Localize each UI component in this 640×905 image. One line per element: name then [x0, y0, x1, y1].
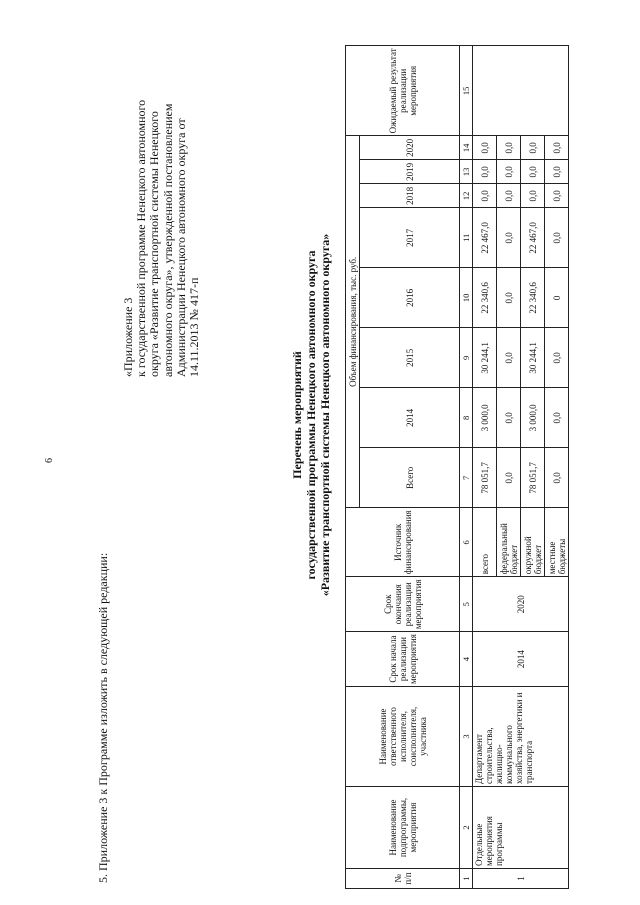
header-volume: Объем финансирования, тыс. руб.: [346, 136, 360, 508]
header-year: 2019: [360, 160, 460, 184]
year-cell: 0,0: [473, 184, 497, 208]
source-cell: местные бюджеты: [545, 508, 569, 577]
year-cell: 0,0: [545, 136, 569, 160]
table-row: [473, 46, 497, 889]
header-start: Срок начала реализации мероприятия: [346, 632, 460, 687]
column-number: 11: [460, 208, 473, 268]
title-line: «Развитие транспортной системы Ненецкого автономного округа»: [318, 233, 332, 597]
year-cell: 22 340,6: [521, 268, 545, 328]
row-start: 2014: [473, 632, 569, 687]
year-cell: 0,0: [521, 136, 545, 160]
header-source: Источник финансирования: [346, 508, 460, 577]
row-executor: Департамент строительства, жилищно-коммунального хозяйства, энергетики и транспорта: [473, 687, 569, 787]
column-number: 13: [460, 160, 473, 184]
year-cell: 0,0: [497, 184, 521, 208]
appendix-line: Администрации Ненецкого автономного округа от: [173, 118, 188, 377]
row-name: Отдельные мероприятия программы: [473, 787, 569, 869]
header-executor: Наименование ответственного исполнителя, соисполнителя, участника: [346, 687, 460, 787]
appendix-line: к государственной программе Ненецкого автономного: [134, 99, 149, 377]
column-number: 5: [460, 577, 473, 632]
year-cell: 0,0: [497, 208, 521, 268]
column-number: 10: [460, 268, 473, 328]
year-cell: 22 467,0: [521, 208, 545, 268]
column-number: 3: [460, 687, 473, 787]
year-cell: 0,0: [497, 268, 521, 328]
year-cell: 0: [545, 268, 569, 328]
header-end: Срок окончания реализации мероприятия: [346, 577, 460, 632]
column-number-row: [460, 46, 473, 889]
total-cell: 0,0: [497, 448, 521, 508]
column-number: 9: [460, 328, 473, 388]
year-cell: 0,0: [473, 160, 497, 184]
title-line: государственной программы Ненецкого автономного округа: [304, 250, 318, 580]
column-number: 4: [460, 632, 473, 687]
year-cell: 0,0: [521, 160, 545, 184]
year-cell: 22 467,0: [473, 208, 497, 268]
source-cell: окружной бюджет: [521, 508, 545, 577]
year-cell: 0,0: [497, 328, 521, 388]
year-cell: 0,0: [545, 328, 569, 388]
source-cell: всего: [473, 508, 497, 577]
year-cell: 0,0: [497, 160, 521, 184]
year-cell: 0,0: [521, 184, 545, 208]
year-cell: 0,0: [545, 388, 569, 448]
year-cell: 3 000,0: [473, 388, 497, 448]
total-cell: 78 051,7: [521, 448, 545, 508]
intro-text: 5. Приложение 3 к Программе изложить в следующей редакции:: [96, 552, 110, 883]
appendix-note: [122, 77, 201, 377]
header-year: 2015: [360, 328, 460, 388]
header-total: Всего: [360, 448, 460, 508]
year-cell: 22 340,6: [473, 268, 497, 328]
source-cell: федеральный бюджет: [497, 508, 521, 577]
column-number: 8: [460, 388, 473, 448]
column-number: 7: [460, 448, 473, 508]
title-line: Перечень мероприятий: [290, 351, 304, 479]
column-number: 6: [460, 508, 473, 577]
page-number: 6: [44, 458, 55, 463]
year-cell: 0,0: [497, 388, 521, 448]
header-year: 2017: [360, 208, 460, 268]
header-result: Ожидаемый результат реализации мероприятия: [346, 46, 460, 136]
header-num: № п/п: [346, 869, 460, 889]
year-cell: 0,0: [545, 160, 569, 184]
header-name: Наименование подпрограммы, мероприятия: [346, 787, 460, 869]
header-year: 2014: [360, 388, 460, 448]
appendix-line: округа «Развитие транспортной системы Ненецкого: [147, 111, 162, 377]
year-cell: 30 244,1: [521, 328, 545, 388]
document-title: [290, 175, 332, 655]
total-cell: 78 051,7: [473, 448, 497, 508]
column-number: 12: [460, 184, 473, 208]
year-cell: 0,0: [497, 136, 521, 160]
row-num: 1: [473, 869, 569, 889]
column-number: 15: [460, 46, 473, 136]
header-year: 2018: [360, 184, 460, 208]
header-year: 2020: [360, 136, 460, 160]
appendix-line: «Приложение 3: [121, 297, 135, 377]
column-number: 2: [460, 787, 473, 869]
measures-table: [345, 45, 569, 889]
year-cell: 3 000,0: [521, 388, 545, 448]
column-number: 14: [460, 136, 473, 160]
appendix-line: автономного округа», утвержденной постановлением: [160, 103, 175, 377]
total-cell: 0,0: [545, 448, 569, 508]
appendix-line: 14.11.2013 № 417-п: [187, 277, 202, 377]
year-cell: 0,0: [545, 208, 569, 268]
year-cell: 0,0: [473, 136, 497, 160]
column-number: 1: [460, 869, 473, 889]
year-cell: 0,0: [545, 184, 569, 208]
header-year: 2016: [360, 268, 460, 328]
result-cell: [473, 46, 569, 136]
row-end: 2020: [473, 577, 569, 632]
year-cell: 30 244,1: [473, 328, 497, 388]
